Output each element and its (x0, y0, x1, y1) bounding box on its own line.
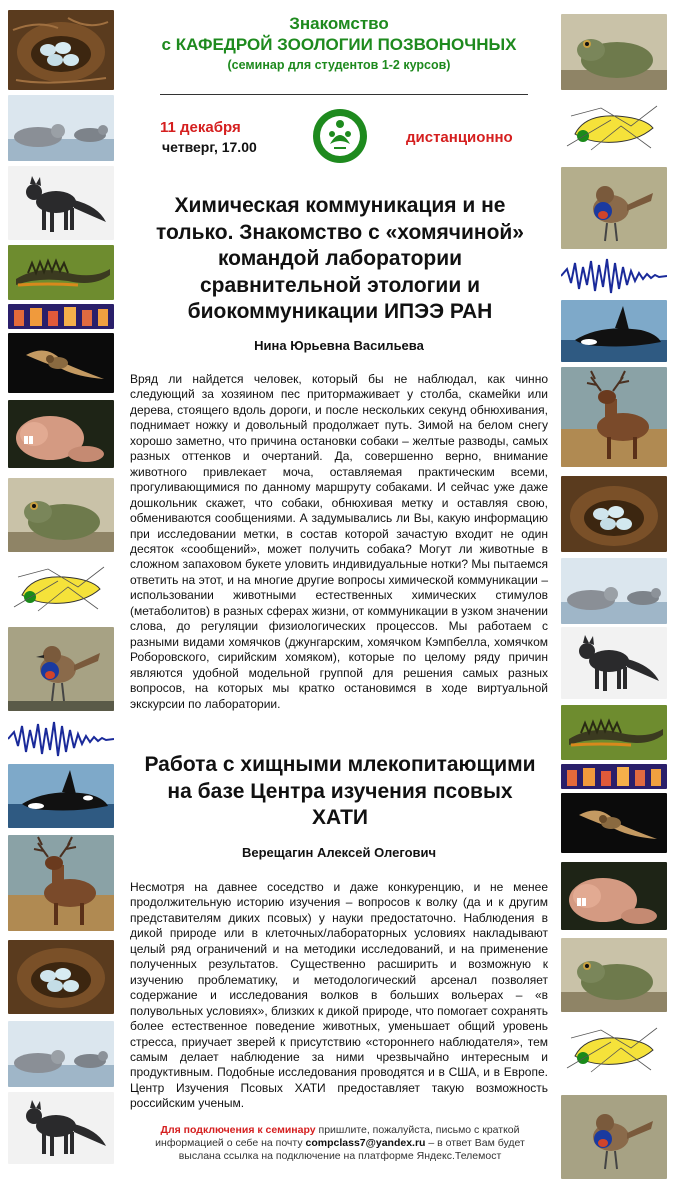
bird-nest-eggs-image (561, 476, 667, 552)
toad-image-2 (561, 938, 667, 1012)
arctic-fox-image (561, 627, 667, 699)
bat-image (561, 793, 667, 853)
mole-rat-image (561, 862, 667, 930)
talk2-abstract: Несмотря на давнее соседство и даже конкуренцию, и не менее продолжительную историю изучения – вопросов к волку (да и к другим представителям диких псовых) у науки предостаточно. Наблюдения в дикой природе или в клеточных/лабораторных условиях накладывают целый ряд ограничений и на методики исследований, и на применение полученных результатов. Существенно расширить и возможную к изучению проблематику, и методологический арсенал позволяет содержание и исследования волков в больших вольерах – «в полувольных условиях», близких к дикой природе, что помогает сохранять более естественное поведение животных, уменьшает общий уровень стресса, приучает зверей к присутствию «стороннего наблюдателя», тем самым делает наблюдение за ними чрезвычайно интересным и продуктивным. Подобные исследования проводятся и в США, и в Европе. Центр Изучения Псовых ХАТИ предоставляет такую возможность российским ученым. (130, 880, 549, 1111)
event-time: четверг, 17.00 (162, 139, 257, 155)
bluethroat-bird-image (8, 627, 114, 711)
talk2-title: Работа с хищными млекопитающими на базе Центра изучения псовых ХАТИ (144, 753, 536, 829)
seals-image (561, 558, 667, 624)
sonogram-color-image (8, 304, 114, 329)
header-subtitle: (семинар для студентов 1-2 курсов) (227, 58, 451, 72)
newt-image (8, 245, 114, 300)
talk1-abstract: Вряд ли найдется человек, который бы не наблюдал, как чинно следующий за хозяином пес притормаживает у столба, скамейки или дерева, стоящего вдоль дороги, и после нескольких секунд обнюхивания, поднимает ножку и довольный продолжает путь. Зимой на белом снегу хорошо заметно, что причина остановки собаки – желтые разводы, самых разных оттенков и очертаний. Да, совершенно верно, внимание животного привлекает моча, оставляемая практическим всеми, прогуливающимися по данному маршруту собаками. И сейчас уже даже дошкольник скажет, что собаки, обнюхивая метку и оставляя свою, обмениваются сообщениями. А задумывались ли Вы, какую информацию при исследовании метки, в состав которой зачастую входит не один десяток «сообщений», может получить собака? Могут ли животные в сложном запаховом букете уловить индивидуальные нотки? Мы пытаемся ответить на этот, и на многие другие вопросы химической коммуникации – использовании животными естественных химических стимулов (метаболитов) в разных сферах жизни, от коммуникации в узком значении слова, до регуляции физиологических процессов. Мы работаем с разными видами хомячков (джунгарским, хомячком Кэмпбелла, хомячком Роборовского, сирийским хомяком), которые по целому ряду причин являются удобной модельной группой для решения самых разных вопросов, на которых мы кратко остановимся в ходе виртуальной экскурсии по лаборатории. (130, 372, 548, 711)
event-mode: дистанционно (406, 129, 513, 146)
arctic-fox-image (8, 166, 114, 240)
newt-image (561, 705, 667, 760)
orca-image (561, 300, 667, 362)
talk1-speaker: Нина Юрьевна Васильева (254, 338, 424, 353)
skull-diagram-image (561, 96, 667, 160)
red-deer-image (561, 367, 667, 467)
registration-lead: Для подключения к семинару (160, 1124, 316, 1136)
seals-image-2 (8, 1021, 114, 1087)
bat-image (8, 333, 114, 393)
bluethroat-bird-image-2 (561, 1095, 667, 1179)
bird-nest-eggs-image-2 (8, 940, 114, 1014)
sound-waveform-image (8, 718, 114, 760)
talk1-title: Химическая коммуникация и не только. Знакомство с «хомячиной» командой лаборатории сравнительной этологии и биокоммуникации ИПЭЭ РАН (155, 194, 524, 323)
sound-waveform-image (561, 255, 667, 297)
header-line1: Знакомство (289, 14, 389, 33)
event-date: 11 декабря (160, 119, 241, 136)
department-logo-icon (312, 108, 368, 164)
divider (160, 94, 528, 95)
bird-nest-eggs-image (8, 10, 114, 90)
skull-diagram-image-2 (561, 1018, 667, 1084)
header-department: с КАФЕДРОЙ ЗООЛОГИИ ПОЗВОНОЧНЫХ (161, 35, 517, 54)
mole-rat-image (8, 400, 114, 468)
red-deer-image (8, 835, 114, 931)
registration-text2: – в ответ Вам будет выслана ссылка на подключение на платформе Яндекс.Телемост (178, 1137, 525, 1163)
registration-text1: пришлите, пожалуйста, письмо с краткой информацией о себе на почту (155, 1124, 520, 1150)
registration-note (140, 1124, 540, 1164)
sonogram-color-image (561, 764, 667, 789)
arctic-fox-image-2 (8, 1092, 114, 1164)
talk2-speaker: Верещагин Алексей Олегович (241, 845, 437, 860)
registration-email[interactable]: compclass7@yandex.ru (305, 1137, 426, 1150)
seals-image (8, 95, 114, 161)
toad-image (561, 14, 667, 90)
skull-diagram-image (8, 557, 114, 622)
bluethroat-bird-image (561, 167, 667, 249)
orca-image (8, 764, 114, 828)
toad-image (8, 478, 114, 552)
